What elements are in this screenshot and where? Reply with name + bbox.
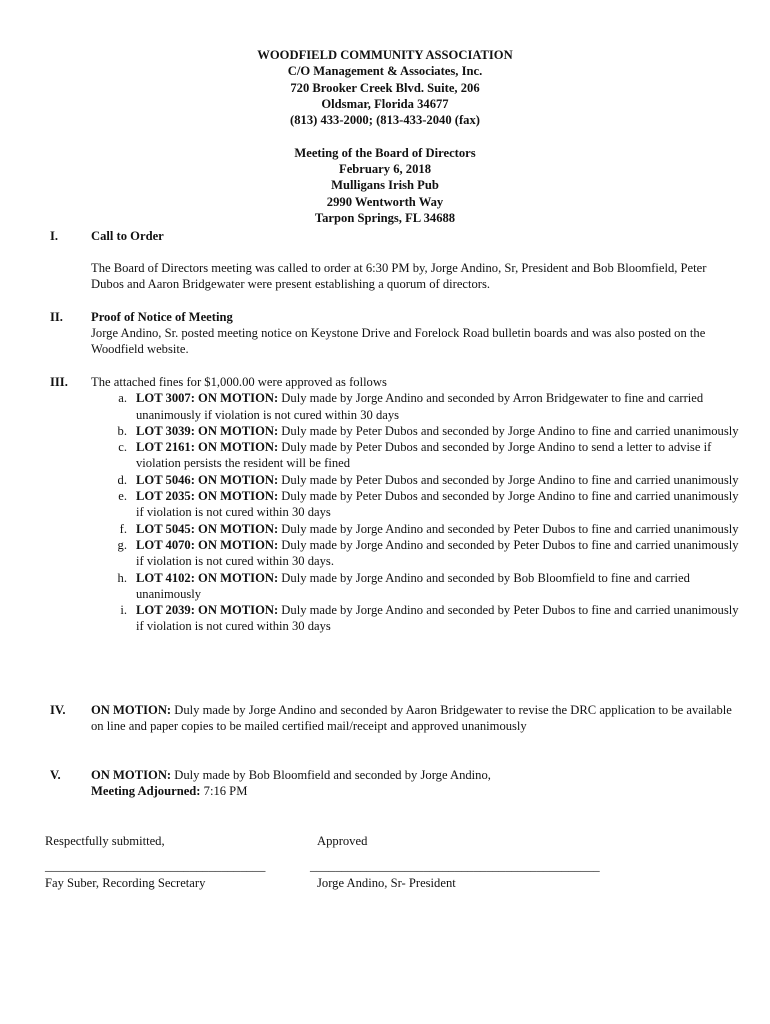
item-lead: LOT 5046: ON MOTION: [136, 472, 279, 487]
phone-fax: (813) 433-2000; (813-433-2040 (fax) [290, 113, 480, 128]
item-lead: LOT 4102: ON MOTION: [136, 570, 279, 585]
fines-intro: The attached fines for $1,000.00 were approved as follows [91, 375, 387, 389]
adjourned-time: 7:16 PM [200, 784, 248, 799]
item-letter: f. [119, 521, 127, 536]
section-5-number: V. [50, 768, 61, 782]
motion-lead: ON MOTION: [91, 768, 172, 782]
list-item [91, 602, 741, 635]
letterhead [0, 47, 770, 226]
fines-list [91, 374, 741, 635]
section-4-number: IV. [50, 703, 66, 717]
signature-line: ______________________________________________ [310, 859, 600, 874]
item-lead: LOT 2035: ON MOTION: [136, 489, 279, 504]
venue-address: 2990 Wentworth Way [326, 194, 444, 209]
list-item [91, 439, 741, 472]
item-letter: e. [118, 489, 127, 504]
section-4-body [91, 702, 741, 735]
address-line-2: Oldsmar, Florida 34677 [321, 96, 449, 111]
item-lead: LOT 2161: ON MOTION: [136, 440, 279, 455]
list-item [91, 521, 741, 537]
item-letter: i. [120, 603, 127, 618]
section-1-number: I. [50, 229, 59, 243]
item-letter: d. [117, 472, 127, 487]
item-letter: a. [118, 391, 127, 406]
venue-city: Tarpon Springs, FL 34688 [314, 210, 456, 225]
management-company: C/O Management & Associates, Inc. [287, 64, 483, 79]
list-item [91, 537, 741, 570]
item-text: Duly made by Jorge Andino and seconded by Arron Bridgewater to fine and carried unanimously if violation is not cured within 30 days [136, 391, 704, 422]
item-letter: g. [117, 537, 127, 552]
item-text: Duly made by Peter Dubos and seconded by Jorge Andino to fine and carried unanimously if violation is not cured within 30 days [136, 489, 739, 520]
item-lead: LOT 3039: ON MOTION: [136, 423, 279, 438]
address-line-1: 720 Brooker Creek Blvd. Suite, 206 [290, 80, 480, 95]
motion-lead: ON MOTION: [91, 703, 172, 717]
list-item [91, 570, 741, 603]
association-name: WOODFIELD COMMUNITY ASSOCIATION [257, 48, 513, 62]
meeting-date: February 6, 2018 [339, 162, 431, 177]
adjourned-label: Meeting Adjourned: [91, 784, 201, 799]
item-text: Duly made by Jorge Andino and seconded by Peter Dubos to fine and carried unanimously if violation is not cured within 30 days. [136, 537, 739, 569]
item-text: Duly made by Peter Dubos and seconded by Jorge Andino to send a letter to advise if violation persists the resident will be fined [136, 440, 712, 471]
item-lead: LOT 3007: ON MOTION: [136, 391, 279, 406]
section-5-body [91, 767, 741, 800]
list-item [91, 472, 741, 488]
meeting-venue: Mulligans Irish Pub [331, 178, 439, 193]
submitted-label: Respectfully submitted, [45, 834, 165, 848]
meeting-title: Meeting of the Board of Directors [294, 145, 476, 160]
list-item [91, 390, 741, 423]
item-letter: h. [117, 570, 127, 585]
item-text: Duly made by Peter Dubos and seconded by Jorge Andino to fine and carried unanimously [278, 423, 739, 438]
secretary-name: Fay Suber, Recording Secretary [45, 875, 206, 890]
list-item [91, 488, 741, 521]
section-2-number: II. [50, 310, 63, 324]
motion-text: Duly made by Bob Bloomfield and seconded by Jorge Andino, [171, 768, 491, 782]
item-lead: LOT 5045: ON MOTION: [136, 521, 279, 536]
item-text: Duly made by Jorge Andino and seconded by Bob Bloomfield to fine and carried unanimously [136, 570, 690, 601]
signature-block-president [310, 833, 600, 891]
item-letter: b. [117, 423, 127, 438]
item-text: Duly made by Peter Dubos and seconded by Jorge Andino to fine and carried unanimously [278, 472, 739, 487]
section-3-number: III. [50, 375, 68, 389]
item-text: Duly made by Jorge Andino and seconded by Peter Dubos to fine and carried unanimously [278, 521, 739, 536]
signature-block-secretary [45, 833, 265, 891]
section-1-body: The Board of Directors meeting was called to order at 6:30 PM by, Jorge Andino, Sr, President and Bob Bloomfield, Peter Dubos and Aaron Bridgewater were present establishing a quorum of directors. [91, 261, 707, 292]
item-text: Duly made by Jorge Andino and seconded by Peter Dubos to fine and carried unanimously if violation is not cured within 30 days [136, 603, 739, 634]
signature-line: ___________________________________ [45, 859, 266, 874]
section-2-body: Jorge Andino, Sr. posted meeting notice on Keystone Drive and Forelock Road bulletin boards and was also posted on the Woodfield website. [91, 326, 706, 357]
section-2-title: Proof of Notice of Meeting [91, 310, 233, 324]
motion-text: Duly made by Jorge Andino and seconded by Aaron Bridgewater to revise the DRC application to be available on line and paper copies to be mailed certified mail/receipt and approved unanimously [91, 703, 732, 734]
item-lead: LOT 2039: ON MOTION: [136, 603, 279, 618]
item-letter: c. [118, 440, 127, 455]
item-lead: LOT 4070: ON MOTION: [136, 537, 279, 552]
approved-label: Approved [317, 834, 368, 848]
president-name: Jorge Andino, Sr- President [317, 875, 456, 890]
section-1-title: Call to Order [91, 229, 164, 243]
list-item [91, 423, 741, 439]
